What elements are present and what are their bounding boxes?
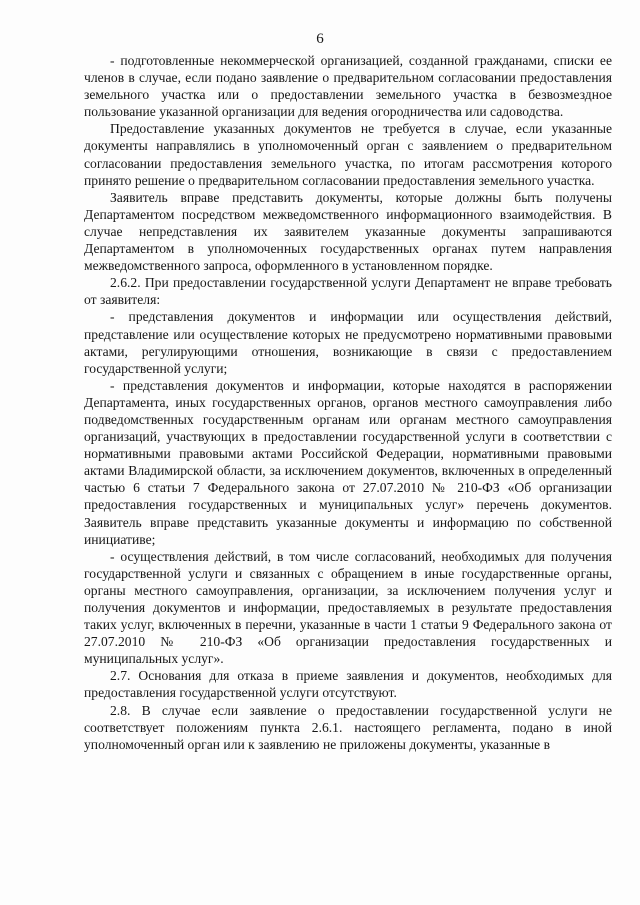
page-number: 6 [316,31,324,47]
paragraph: - осуществления действий, в том числе согласований, необходимых для получения государственной услуги и связанных с обращением в иные государственные органы, органы местного самоуправления, организации, за исключением получения услуг и получения документов и информации, предоставляемых в результате предоставления таких услуг, включенных в перечни, указанные в части 1 статьи 9 Федерального закона от 27.07.2010 № 210-ФЗ «Об организации предоставления государственных и муниципальных услуг». [84,548,612,667]
paragraph: Заявитель вправе представить документы, которые должны быть получены Департаментом посредством межведомственного информационного взаимодействия. В случае непредставления их заявителем указанные документы запрашиваются Департаментом в уполномоченных государственных органах путем направления межведомственного запроса, оформленного в установленном порядке. [84,189,612,274]
paragraph: 2.7. Основания для отказа в приеме заявления и документов, необходимых для предоставления государственной услуги отсутствуют. [84,668,612,701]
document-body [84,52,612,753]
paragraph: Предоставление указанных документов не требуется в случае, если указанные документы направлялись в уполномоченный орган с заявлением о предварительном согласовании предоставления земельного участка, по итогам рассмотрения которого принято решение о предварительном согласовании предоставления земельного участка. [84,121,612,188]
paragraph: 2.6.2. При предоставлении государственной услуги Департамент не вправе требовать от заявителя: [84,275,612,308]
paragraph: - представления документов и информации или осуществления действий, представление или осуществление которых не предусмотрено нормативными правовыми актами, регулирующими отношения, возникающие в связи с предоставлением государственной услуги; [84,309,612,376]
paragraph: 2.8. В случае если заявление о предоставлении государственной услуги не соответствует положениям пункта 2.6.1. настоящего регламента, подано в иной уполномоченный орган или к заявлению не приложены документы, указанные в [84,702,612,752]
paragraph: - подготовленные некоммерческой организацией, созданной гражданами, списки ее членов в случае, если подано заявление о предварительном согласовании предоставления земельного участка или о предоставлении земельного участка в безвозмездное пользование указанной организации для ведения огородничества или садоводства. [84,53,612,120]
paragraph: - представления документов и информации, которые находятся в распоряжении Департамента, иных государственных органов, органов местного самоуправления либо подведомственных государственным органам или органам местного самоуправления организаций, участвующих в предоставлении государственной услуги в соответствии с нормативными правовыми актами Российской Федерации, нормативными правовыми актами Владимирской области, за исключением документов, включенных в определенный частью 6 статьи 7 Федерального закона от 27.07.2010 № 210-ФЗ «Об организации предоставления государственных и муниципальных услуг» перечень документов. Заявитель вправе представить указанные документы и информацию по собственной инициативе; [84,377,612,547]
